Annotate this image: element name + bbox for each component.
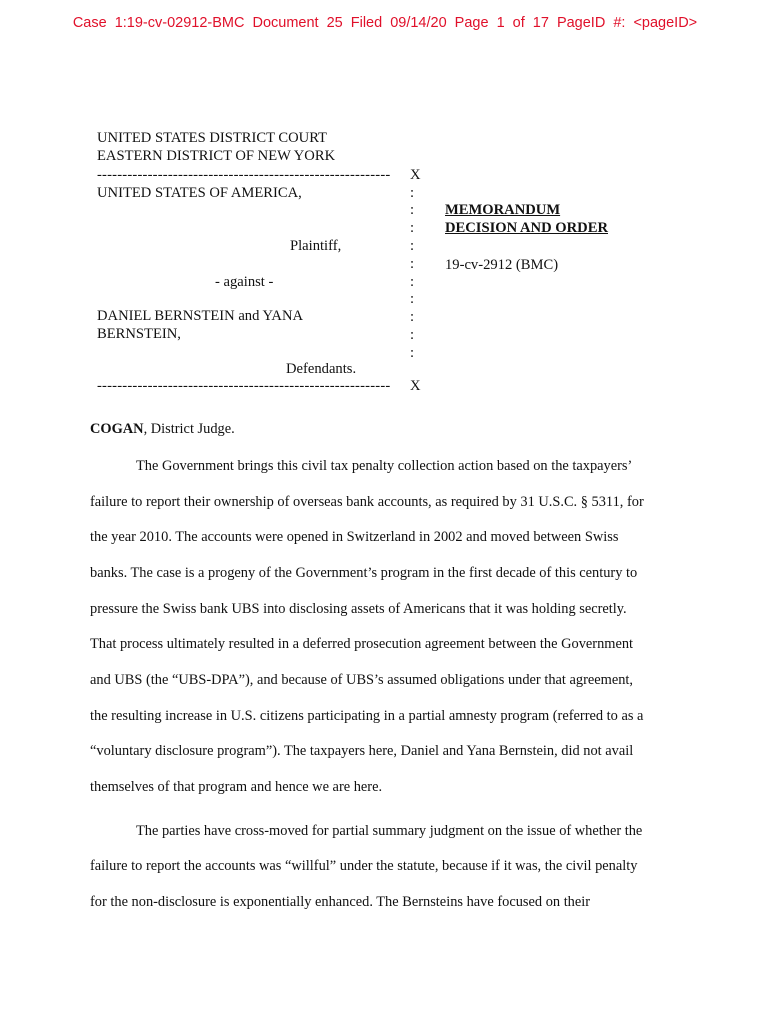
paragraph-line: the resulting increase in U.S. citizens participating in a partial amnesty program (referred to as a: [90, 708, 644, 724]
paragraph-line: failure to report their ownership of overseas bank accounts, as required by 31 U.S.C. § 5311, for: [90, 494, 644, 510]
paragraph-line: and UBS (the “UBS-DPA”), and because of UBS’s assumed obligations under that agreement,: [90, 672, 634, 688]
caption-colon: :: [410, 345, 415, 361]
caption-top-x: X: [410, 167, 421, 183]
paragraph-line: for the non-disclosure is exponentially enhanced. The Bernsteins have focused on their: [90, 894, 591, 910]
paragraph-line: “voluntary disclosure program”). The taxpayers here, Daniel and Yana Bernstein, did not avail: [90, 743, 634, 759]
paragraph-line: themselves of that program and hence we are here.: [90, 779, 383, 795]
caption-colon: :: [410, 309, 415, 325]
paragraph-line: the year 2010. The accounts were opened in Switzerland in 2002 and moved between Swiss: [90, 529, 619, 545]
caption-bottom-rule: ----------------------------------------------------------: [97, 378, 391, 394]
caption-colon: :: [410, 256, 415, 272]
caption-colon: :: [410, 291, 415, 307]
paragraph-line: The parties have cross-moved for partial summary judgment on the issue of whether the: [136, 823, 643, 839]
paragraph-line: That process ultimately resulted in a deferred prosecution agreement between the Government: [90, 636, 634, 652]
caption-colon: :: [410, 238, 415, 254]
plaintiff-name: UNITED STATES OF AMERICA,: [97, 185, 302, 201]
judge-line: [90, 422, 235, 436]
caption-colon: :: [410, 327, 415, 343]
defendant-role: Defendants.: [286, 361, 357, 377]
caption-colon: :: [410, 274, 415, 290]
document-title-line2: DECISION AND ORDER: [445, 220, 608, 236]
paragraph-line: banks. The case is a progeny of the Government’s program in the first decade of this century to: [90, 565, 638, 581]
defendant-name-line2: BERNSTEIN,: [97, 326, 181, 342]
judge-name: COGAN: [90, 421, 144, 437]
against-label: - against -: [215, 274, 274, 290]
defendant-name-line1: DANIEL BERNSTEIN and YANA: [97, 308, 304, 324]
caption-bottom-x: X: [410, 378, 421, 394]
caption-colon: :: [410, 202, 415, 218]
header-stamp: Case 1:19-cv-02912-BMC Document 25 Filed 09/14/20 Page 1 of 17 PageID #: <pageID>: [72, 15, 698, 31]
case-number: 19-cv-2912 (BMC): [445, 257, 559, 273]
court-name: UNITED STATES DISTRICT COURT: [97, 130, 327, 146]
judge-title: , District Judge.: [143, 421, 235, 437]
caption-colon: :: [410, 220, 415, 236]
paragraph-line: pressure the Swiss bank UBS into disclosing assets of Americans that it was holding secretly.: [90, 601, 627, 617]
paragraph-line: failure to report the accounts was “willful” under the statute, because if it was, the civil penalty: [90, 858, 638, 874]
caption-top-rule: ----------------------------------------------------------: [97, 167, 391, 183]
document-title-line1: MEMORANDUM: [445, 202, 561, 218]
paragraph-line: The Government brings this civil tax penalty collection action based on the taxpayers’: [136, 458, 633, 474]
plaintiff-role: Plaintiff,: [290, 238, 342, 254]
court-district: EASTERN DISTRICT OF NEW YORK: [97, 148, 336, 164]
caption-colon: :: [410, 185, 415, 201]
